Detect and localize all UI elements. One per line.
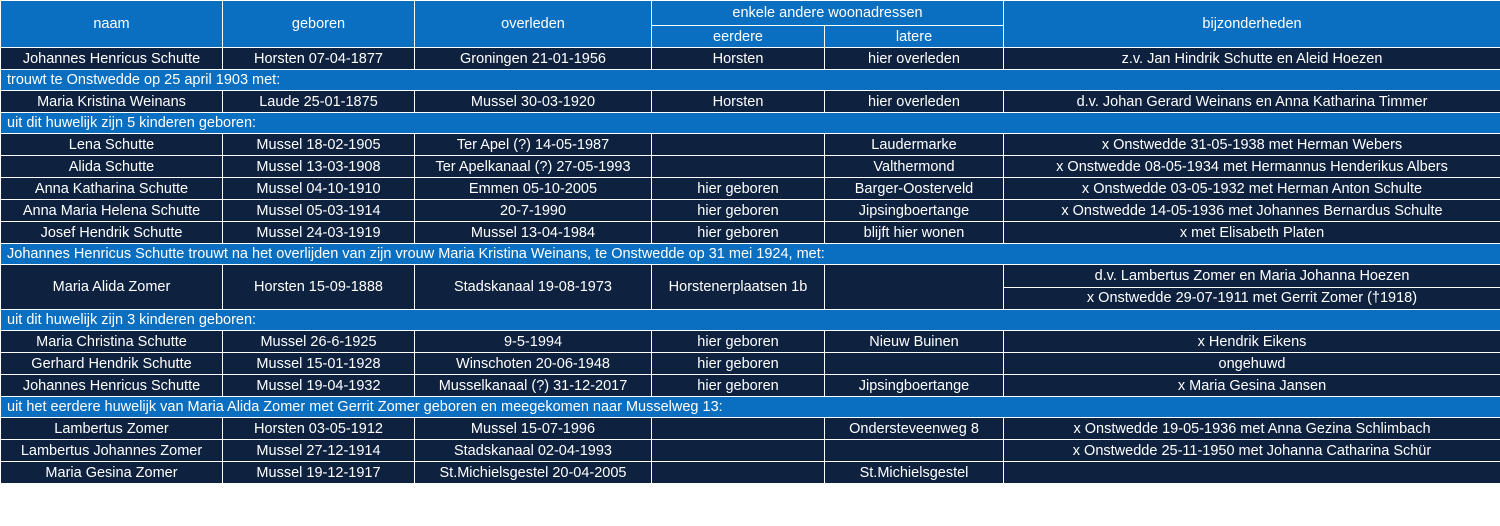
header-naam: naam — [1, 1, 223, 48]
cell-latere: Valthermond — [825, 156, 1004, 178]
cell-naam: Anna Maria Helena Schutte — [1, 200, 223, 222]
table-row — [1, 134, 1500, 156]
cell-bijzonderheden: x Onstwedde 31-05-1938 met Herman Webers — [1004, 134, 1500, 156]
table-body — [1, 48, 1500, 484]
table-row — [1, 91, 1500, 113]
header-bijzonderheden: bijzonderheden — [1004, 1, 1500, 48]
table-row — [1, 178, 1500, 200]
cell-bijzonderheden — [1004, 462, 1500, 484]
cell-geboren: Mussel 04-10-1910 — [223, 178, 415, 200]
cell-eerdere: hier geboren — [652, 178, 825, 200]
table-row — [1, 48, 1500, 70]
cell-eerdere: Horsten — [652, 91, 825, 113]
cell-naam: Lambertus Zomer — [1, 418, 223, 440]
cell-geboren: Mussel 19-04-1932 — [223, 375, 415, 397]
cell-geboren: Horsten 07-04-1877 — [223, 48, 415, 70]
cell-naam: Alida Schutte — [1, 156, 223, 178]
cell-overleden: 20-7-1990 — [415, 200, 652, 222]
cell-latere: St.Michielsgestel — [825, 462, 1004, 484]
cell-eerdere — [652, 134, 825, 156]
cell-bijzonderheden: ongehuwd — [1004, 353, 1500, 375]
cell-naam: Maria Gesina Zomer — [1, 462, 223, 484]
cell-naam: Gerhard Hendrik Schutte — [1, 353, 223, 375]
cell-eerdere — [652, 440, 825, 462]
cell-eerdere — [652, 418, 825, 440]
cell-naam: Lena Schutte — [1, 134, 223, 156]
cell-latere: Barger-Oosterveld — [825, 178, 1004, 200]
section-band-row — [1, 70, 1500, 91]
table-row — [1, 222, 1500, 244]
cell-bijzonderheden: x Onstwedde 19-05-1936 met Anna Gezina Schlimbach — [1004, 418, 1500, 440]
cell-naam: Anna Katharina Schutte — [1, 178, 223, 200]
section-band-row — [1, 397, 1500, 418]
section-band-text: uit dit huwelijk zijn 5 kinderen geboren: — [1, 113, 1500, 134]
header-woonadressen: enkele andere woonadressen — [652, 1, 1004, 26]
cell-naam: Maria Kristina Weinans — [1, 91, 223, 113]
cell-geboren: Mussel 27-12-1914 — [223, 440, 415, 462]
cell-overleden: Mussel 13-04-1984 — [415, 222, 652, 244]
table-row — [1, 353, 1500, 375]
cell-naam: Lambertus Johannes Zomer — [1, 440, 223, 462]
cell-overleden: Ter Apelkanaal (?) 27-05-1993 — [415, 156, 652, 178]
cell-overleden: Winschoten 20-06-1948 — [415, 353, 652, 375]
cell-geboren: Mussel 15-01-1928 — [223, 353, 415, 375]
cell-bijzonderheden: d.v. Lambertus Zomer en Maria Johanna Hoezen — [1004, 265, 1500, 288]
cell-latere: hier overleden — [825, 91, 1004, 113]
cell-latere: hier overleden — [825, 48, 1004, 70]
cell-eerdere: hier geboren — [652, 222, 825, 244]
cell-latere: Laudermarke — [825, 134, 1004, 156]
cell-naam: Johannes Henricus Schutte — [1, 48, 223, 70]
table-row — [1, 440, 1500, 462]
cell-overleden: Ter Apel (?) 14-05-1987 — [415, 134, 652, 156]
section-band-row — [1, 113, 1500, 134]
cell-naam: Maria Christina Schutte — [1, 331, 223, 353]
cell-latere — [825, 440, 1004, 462]
cell-eerdere: Horstenerplaatsen 1b — [652, 265, 825, 310]
header-geboren: geboren — [223, 1, 415, 48]
cell-eerdere: hier geboren — [652, 200, 825, 222]
cell-latere: blijft hier wonen — [825, 222, 1004, 244]
cell-bijzonderheden: x Hendrik Eikens — [1004, 331, 1500, 353]
cell-overleden: Mussel 15-07-1996 — [415, 418, 652, 440]
cell-naam: Maria Alida Zomer — [1, 265, 223, 310]
cell-latere: Nieuw Buinen — [825, 331, 1004, 353]
cell-bijzonderheden: x Onstwedde 03-05-1932 met Herman Anton Schulte — [1004, 178, 1500, 200]
cell-bijzonderheden: x met Elisabeth Platen — [1004, 222, 1500, 244]
cell-bijzonderheden: x Onstwedde 29-07-1911 met Gerrit Zomer (†1918) — [1004, 287, 1500, 310]
cell-latere: Ondersteveenweg 8 — [825, 418, 1004, 440]
cell-geboren: Mussel 05-03-1914 — [223, 200, 415, 222]
cell-bijzonderheden: x Onstwedde 08-05-1934 met Hermannus Henderikus Albers — [1004, 156, 1500, 178]
cell-geboren: Mussel 26-6-1925 — [223, 331, 415, 353]
cell-geboren: Horsten 03-05-1912 — [223, 418, 415, 440]
cell-overleden: Stadskanaal 19-08-1973 — [415, 265, 652, 310]
cell-geboren: Horsten 15-09-1888 — [223, 265, 415, 310]
section-band-text: trouwt te Onstwedde op 25 april 1903 met: — [1, 70, 1500, 91]
cell-geboren: Mussel 18-02-1905 — [223, 134, 415, 156]
cell-overleden: Groningen 21-01-1956 — [415, 48, 652, 70]
cell-latere: Jipsingboertange — [825, 200, 1004, 222]
section-band-text: Johannes Henricus Schutte trouwt na het overlijden van zijn vrouw Maria Kristina Weinans, te Onstwedde op 31 mei 1924, met: — [1, 244, 1500, 265]
table-row — [1, 375, 1500, 397]
cell-eerdere: hier geboren — [652, 375, 825, 397]
cell-latere: Jipsingboertange — [825, 375, 1004, 397]
section-band-row — [1, 310, 1500, 331]
cell-naam: Josef Hendrik Schutte — [1, 222, 223, 244]
cell-bijzonderheden: d.v. Johan Gerard Weinans en Anna Katharina Timmer — [1004, 91, 1500, 113]
cell-bijzonderheden: x Onstwedde 25-11-1950 met Johanna Catharina Schür — [1004, 440, 1500, 462]
cell-latere — [825, 353, 1004, 375]
cell-bijzonderheden: z.v. Jan Hindrik Schutte en Aleid Hoezen — [1004, 48, 1500, 70]
cell-eerdere: hier geboren — [652, 353, 825, 375]
table-row — [1, 462, 1500, 484]
table-header — [1, 1, 1500, 48]
section-band-text: uit dit huwelijk zijn 3 kinderen geboren: — [1, 310, 1500, 331]
section-band-row — [1, 244, 1500, 265]
table-row — [1, 156, 1500, 178]
cell-overleden: Musselkanaal (?) 31-12-2017 — [415, 375, 652, 397]
cell-eerdere: hier geboren — [652, 331, 825, 353]
cell-latere — [825, 265, 1004, 310]
cell-overleden: Mussel 30-03-1920 — [415, 91, 652, 113]
cell-bijzonderheden: x Onstwedde 14-05-1936 met Johannes Bernardus Schulte — [1004, 200, 1500, 222]
cell-overleden: 9-5-1994 — [415, 331, 652, 353]
cell-overleden: Stadskanaal 02-04-1993 — [415, 440, 652, 462]
cell-geboren: Mussel 13-03-1908 — [223, 156, 415, 178]
header-eerdere: eerdere — [652, 26, 825, 48]
cell-eerdere: Horsten — [652, 48, 825, 70]
cell-eerdere — [652, 462, 825, 484]
table-row — [1, 265, 1500, 288]
table-row — [1, 418, 1500, 440]
cell-overleden: St.Michielsgestel 20-04-2005 — [415, 462, 652, 484]
cell-naam: Johannes Henricus Schutte — [1, 375, 223, 397]
section-band-text: uit het eerdere huwelijk van Maria Alida Zomer met Gerrit Zomer geboren en meegekomen naar Musselweg 13: — [1, 397, 1500, 418]
header-overleden: overleden — [415, 1, 652, 48]
cell-bijzonderheden: x Maria Gesina Jansen — [1004, 375, 1500, 397]
cell-geboren: Laude 25-01-1875 — [223, 91, 415, 113]
table-row — [1, 331, 1500, 353]
header-latere: latere — [825, 26, 1004, 48]
cell-geboren: Mussel 19-12-1917 — [223, 462, 415, 484]
cell-eerdere — [652, 156, 825, 178]
cell-geboren: Mussel 24-03-1919 — [223, 222, 415, 244]
cell-overleden: Emmen 05-10-2005 — [415, 178, 652, 200]
table-row — [1, 200, 1500, 222]
